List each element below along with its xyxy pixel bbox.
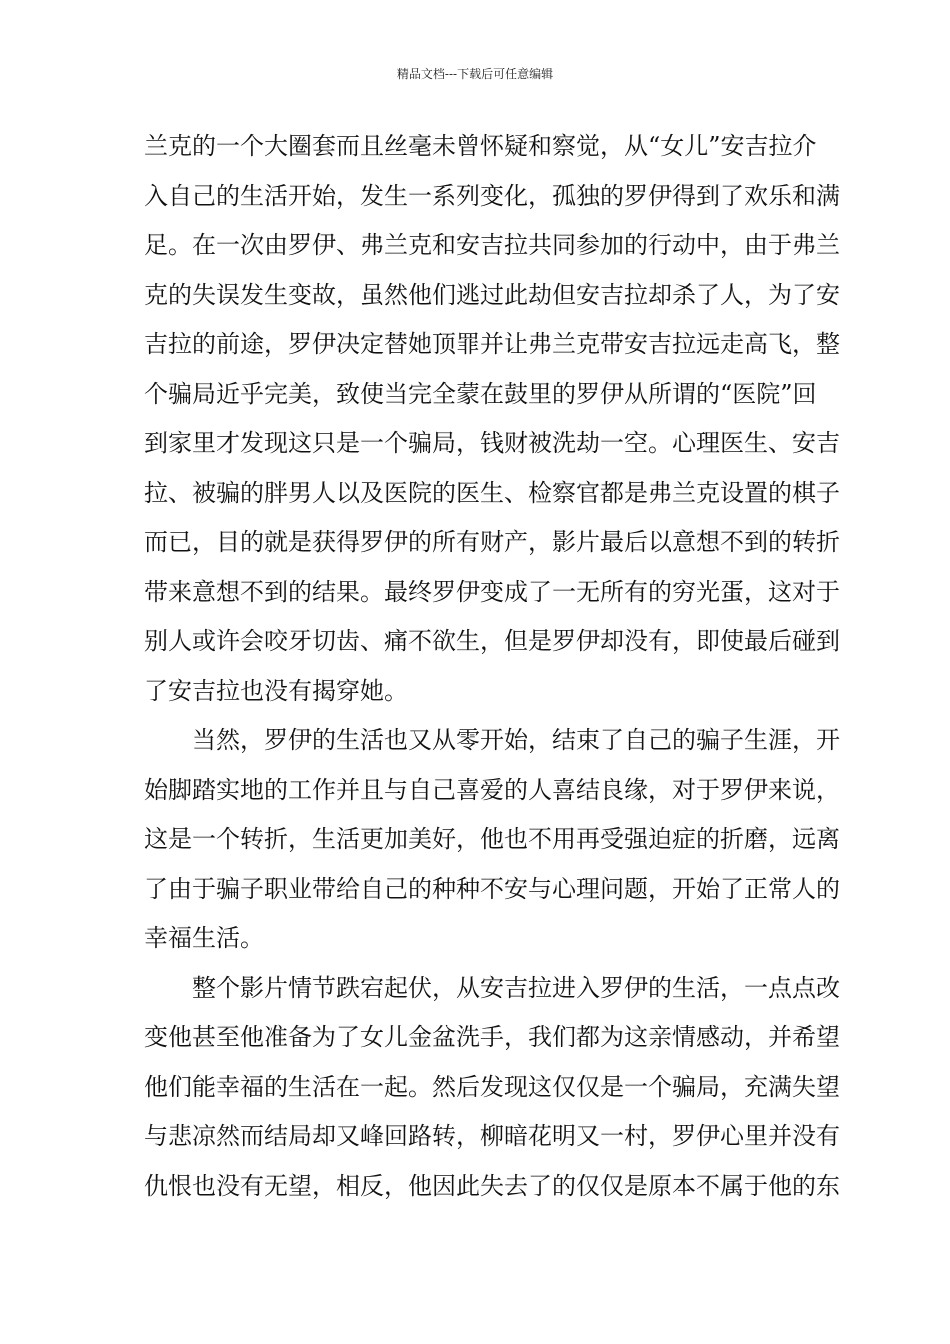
text-line: 吉拉的前途，罗伊决定替她顶罪并让弗兰克带安吉拉远走高飞，整: [144, 330, 840, 358]
text-line: 整个影片情节跌宕起伏，从安吉拉进入罗伊的生活，一点点改: [192, 973, 840, 1002]
paragraph-2: [144, 722, 840, 970]
text-line: 了安吉拉也没有揭穿她。: [144, 676, 408, 705]
text-line: 变他甚至他准备为了女儿金盆洗手，我们都为这亲情感动，并希望: [144, 1023, 840, 1051]
text-line: 仇恨也没有无望，相反，他因此失去了的仅仅是原本不属于他的东: [144, 1171, 840, 1200]
text-line: 他们能幸福的生活在一起。然后发现这仅仅是一个骗局，充满失望: [144, 1072, 840, 1101]
document-body: [144, 128, 840, 1217]
text-line: 足。在一次由罗伊、弗兰克和安吉拉共同参加的行动中，由于弗兰: [144, 231, 840, 259]
text-line: 当然，罗伊的生活也又从零开始，结束了自己的骗子生涯，开: [192, 726, 840, 754]
page-header: 精品文档---下载后可任意编辑: [396, 67, 554, 81]
text-line: 克的失误发生变故，虽然他们逃过此劫但安吉拉却杀了人，为了安: [144, 280, 840, 309]
paragraph-3: [144, 970, 840, 1218]
text-line: 而已，目的就是获得罗伊的所有财产，影片最后以意想不到的转折: [144, 528, 840, 556]
text-line: 拉、被骗的胖男人以及医院的医生、检察官都是弗兰克设置的棋子: [144, 478, 840, 507]
text-line: 这是一个转折，生活更加美好，他也不用再受强迫症的折磨，远离: [144, 825, 840, 853]
text-line: 幸福生活。: [144, 924, 264, 952]
paragraph-1: [144, 128, 840, 722]
text-line: 到家里才发现这只是一个骗局，钱财被洗劫一空。心理医生、安吉: [144, 429, 840, 457]
text-line: 入自己的生活开始，发生一系列变化，孤独的罗伊得到了欢乐和满: [144, 181, 840, 210]
text-line: 了由于骗子职业带给自己的种种不安与心理问题，开始了正常人的: [144, 874, 840, 903]
text-line: 别人或许会咬牙切齿、痛不欲生，但是罗伊却没有，即使最后碰到: [144, 627, 840, 655]
text-line: 个骗局近乎完美，致使当完全蒙在鼓里的罗伊从所谓的“医院”回: [144, 379, 817, 408]
text-line: 始脚踏实地的工作并且与自己喜爱的人喜结良缘，对于罗伊来说，: [144, 775, 840, 804]
text-line: 带来意想不到的结果。最终罗伊变成了一无所有的穷光蛋，这对于: [144, 577, 840, 606]
text-line: 与悲凉然而结局却又峰回路转，柳暗花明又一村，罗伊心里并没有: [144, 1122, 840, 1150]
text-line: 兰克的一个大圈套而且丝毫未曾怀疑和察觉，从“女儿”安吉拉介: [144, 132, 817, 160]
